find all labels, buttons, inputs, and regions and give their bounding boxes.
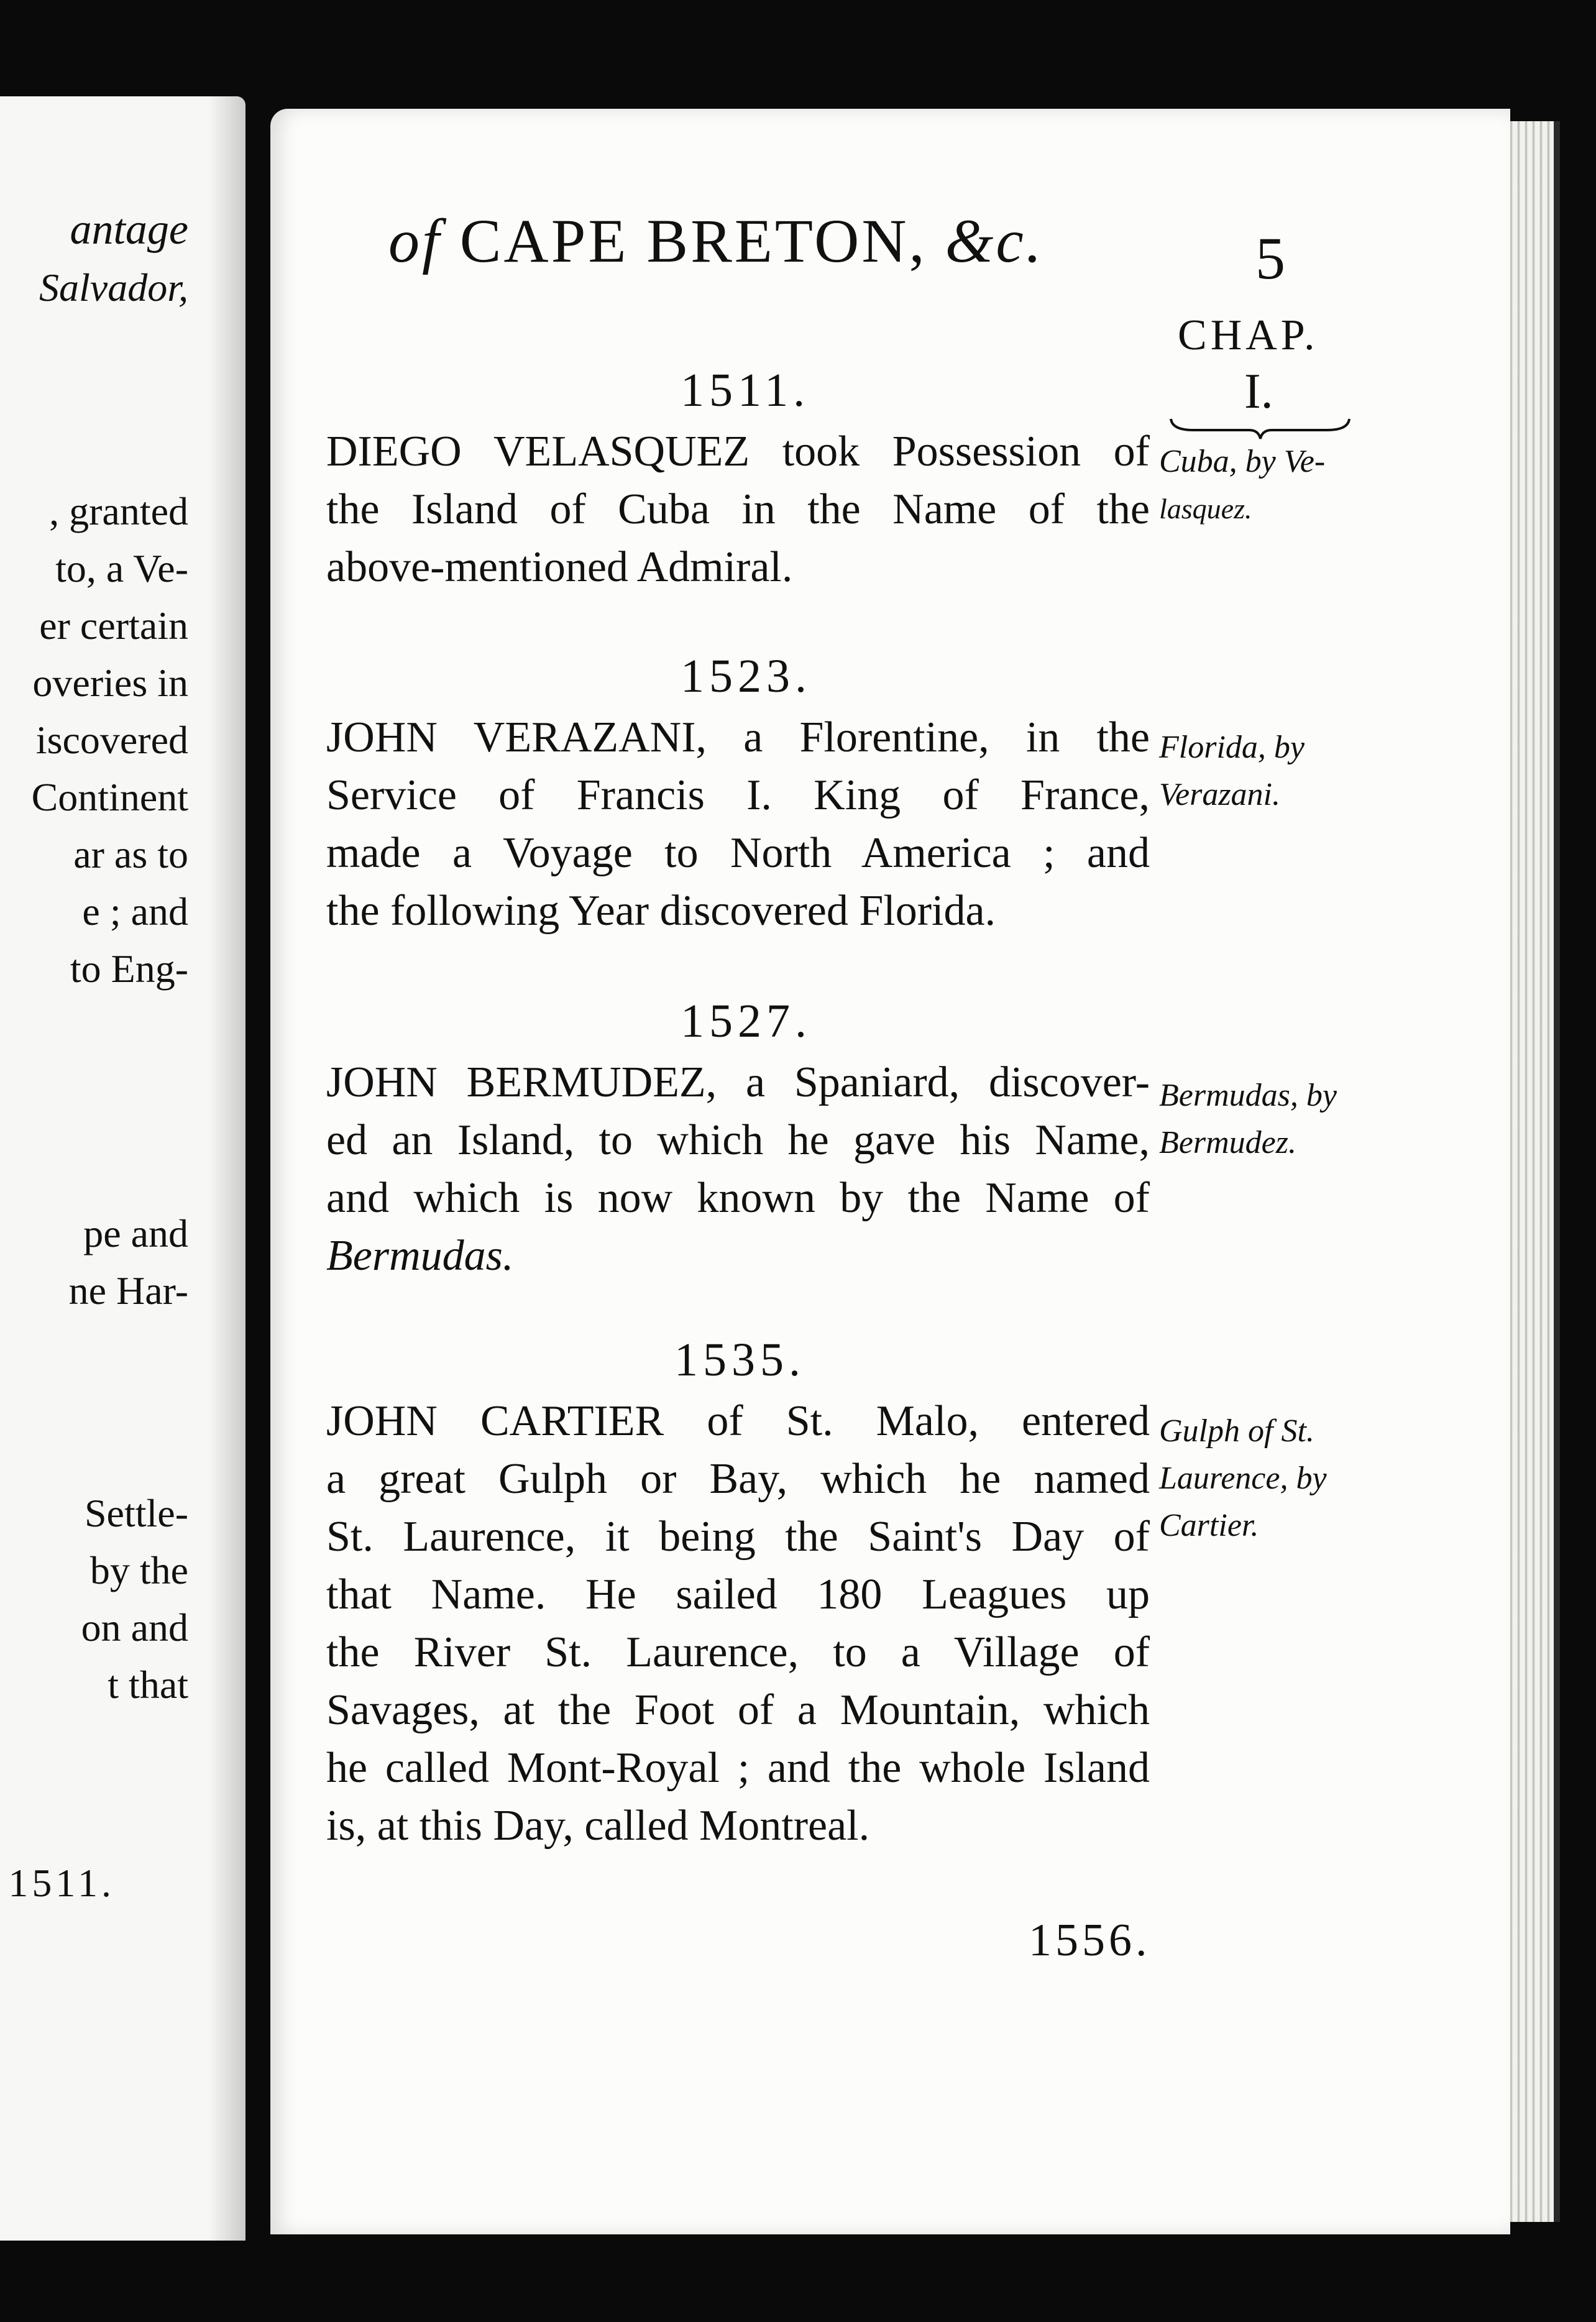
left-page-line: ne Har- xyxy=(68,1269,188,1313)
paragraph-line: Savages, at the Foot of a Mountain, which xyxy=(326,1686,1150,1734)
entry-paragraph xyxy=(326,423,1150,596)
paragraph-line: DIEGO VELASQUEZ took Possession of xyxy=(326,428,1150,475)
paragraph-line: above-mentioned Admiral. xyxy=(326,543,793,591)
year-heading: 1511. xyxy=(681,364,810,416)
margin-note-line: Gulph of St. xyxy=(1159,1413,1314,1449)
paragraph-line: JOHN CARTIER of St. Malo, entered xyxy=(326,1397,1150,1445)
left-page-line: ar as to xyxy=(73,832,188,876)
year-heading: 1523. xyxy=(681,650,812,702)
left-page-line: Settle- xyxy=(84,1491,188,1535)
left-page-line: pe and xyxy=(83,1211,188,1255)
left-page-line: overies in xyxy=(32,661,188,705)
paragraph-line: St. Laurence, it being the Saint's Day of xyxy=(326,1513,1150,1561)
paragraph-line: a great Gulph or Bay, which he named xyxy=(326,1455,1150,1503)
paragraph-line: is, at this Day, called Montreal. xyxy=(326,1802,870,1850)
margin-note-line: Laurence, by xyxy=(1159,1461,1327,1496)
paragraph-line: Bermudas. xyxy=(326,1232,514,1280)
left-page-line: on and xyxy=(81,1605,188,1650)
margin-note xyxy=(1159,1072,1337,1167)
chapter-number: I. xyxy=(1244,364,1273,419)
running-head xyxy=(388,205,1044,277)
gutter-shadow xyxy=(208,96,245,2241)
margin-note-line: lasquez. xyxy=(1159,493,1252,525)
left-facing-page xyxy=(0,96,245,2241)
margin-note-line: Bermudez. xyxy=(1159,1125,1296,1160)
margin-note xyxy=(1159,724,1305,819)
paragraph-line: ed an Island, to which he gave his Name, xyxy=(326,1116,1150,1164)
margin-note xyxy=(1159,438,1325,533)
left-page-line: to, a Ve- xyxy=(55,546,188,590)
left-page-catchword: 1511. xyxy=(8,1861,115,1905)
margin-note-line: Cuba, by Ve- xyxy=(1159,444,1326,479)
paragraph-line: Service of Francis I. King of France, xyxy=(326,771,1150,819)
paragraph-line: he called Mont-Royal ; and the whole Island xyxy=(326,1744,1150,1792)
paragraph-line: the Island of Cuba in the Name of the xyxy=(326,485,1150,533)
paragraph-line: that Name. He sailed 180 Leagues up xyxy=(326,1571,1150,1618)
left-page-line: e ; and xyxy=(82,889,188,934)
paragraph-line: JOHN BERMUDEZ, a Spaniard, discover- xyxy=(326,1058,1150,1106)
margin-note-line: Verazani. xyxy=(1159,777,1280,812)
margin-note-line: Florida, by xyxy=(1159,730,1305,765)
left-page-line: er certain xyxy=(39,603,188,648)
paragraph-line: the following Year discovered Florida. xyxy=(326,887,996,935)
left-page-header-fragment: antage xyxy=(70,206,188,254)
left-page-line: t that xyxy=(108,1663,188,1707)
entry-paragraph xyxy=(326,1053,1150,1285)
chapter-brace xyxy=(1168,415,1352,440)
paragraph-line: JOHN VERAZANI, a Florentine, in the xyxy=(326,714,1150,761)
paragraph-line: made a Voyage to North America ; and xyxy=(326,829,1150,877)
left-page-line: to Eng- xyxy=(70,947,188,991)
chapter-label: CHAP. xyxy=(1178,311,1319,359)
year-heading: 1527. xyxy=(681,995,812,1047)
running-head-of: of xyxy=(388,206,442,275)
entry-paragraph xyxy=(326,1392,1150,1855)
running-head-etc: &c. xyxy=(945,206,1044,275)
left-page-line: iscovered xyxy=(35,718,188,762)
margin-note xyxy=(1159,1408,1327,1549)
catchword: 1556. xyxy=(1029,1915,1151,1966)
paragraph-line: and which is now known by the Name of xyxy=(326,1174,1150,1222)
paragraph-line: the River St. Laurence, to a Village of xyxy=(326,1628,1150,1676)
page-number: 5 xyxy=(1255,225,1285,291)
entry-paragraph xyxy=(326,709,1150,940)
left-page-line: Salvador, xyxy=(39,265,188,310)
year-heading: 1535. xyxy=(674,1334,805,1386)
left-page-line: by the xyxy=(89,1548,188,1592)
running-head-title: CAPE BRETON, xyxy=(459,206,927,275)
margin-note-line: Bermudas, by xyxy=(1159,1078,1337,1113)
left-page-line: , granted xyxy=(49,489,188,533)
margin-note-line: Cartier. xyxy=(1159,1508,1259,1543)
left-page-line: Continent xyxy=(31,775,188,819)
